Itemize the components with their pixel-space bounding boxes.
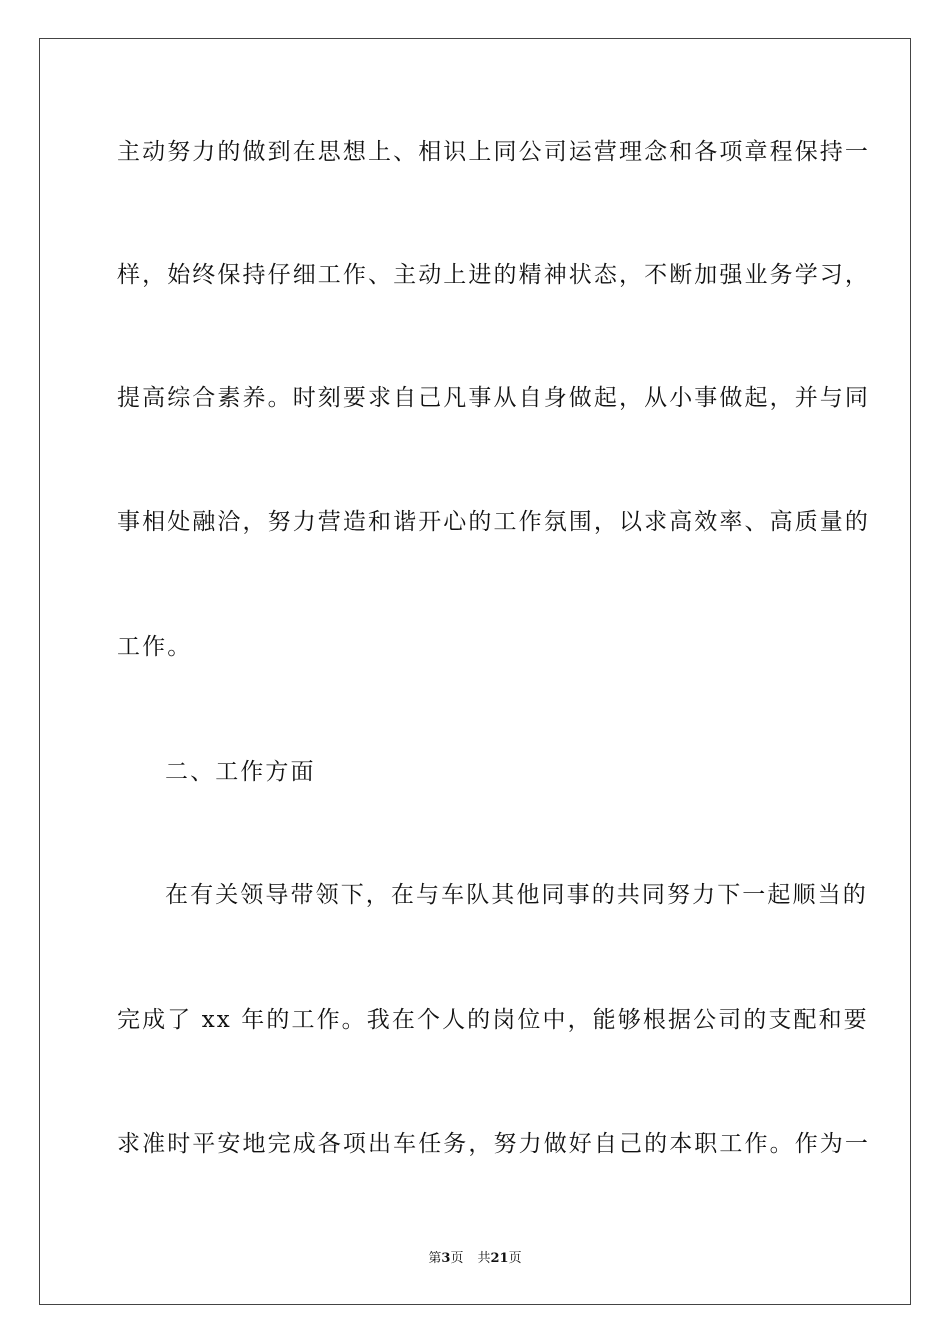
body-text-line: 主动努力的做到在思想上、相识上同公司运营理念和各项章程保持一 xyxy=(117,139,870,165)
page-prefix: 第 xyxy=(428,1251,442,1266)
body-text-line: 完成了 xx 年的工作。我在个人的岗位中，能够根据公司的支配和要 xyxy=(117,1007,869,1033)
body-text-line: 提高综合素养。时刻要求自己凡事从自身做起，从小事做起，并与同 xyxy=(117,385,870,411)
page-number: 3 xyxy=(441,1251,451,1266)
page-border xyxy=(39,38,911,1305)
total-suffix: 页 xyxy=(508,1251,522,1266)
body-text-line: 事相处融洽，努力营造和谐开心的工作氛围，以求高效率、高质量的 xyxy=(117,509,870,535)
total-prefix: 共 xyxy=(477,1251,491,1266)
body-text-line: 求准时平安地完成各项出车任务，努力做好自己的本职工作。作为一 xyxy=(117,1131,870,1157)
section-heading: 二、工作方面 xyxy=(165,759,316,785)
total-pages: 21 xyxy=(490,1251,509,1266)
body-text-line: 工作。 xyxy=(117,634,193,660)
page-footer xyxy=(0,1247,950,1266)
page-suffix: 页 xyxy=(450,1251,464,1266)
body-text-line: 样，始终保持仔细工作、主动上进的精神状态，不断加强业务学习， xyxy=(117,262,870,288)
body-text-line: 在有关领导带领下，在与车队其他同事的共同努力下一起顺当的 xyxy=(165,882,868,908)
